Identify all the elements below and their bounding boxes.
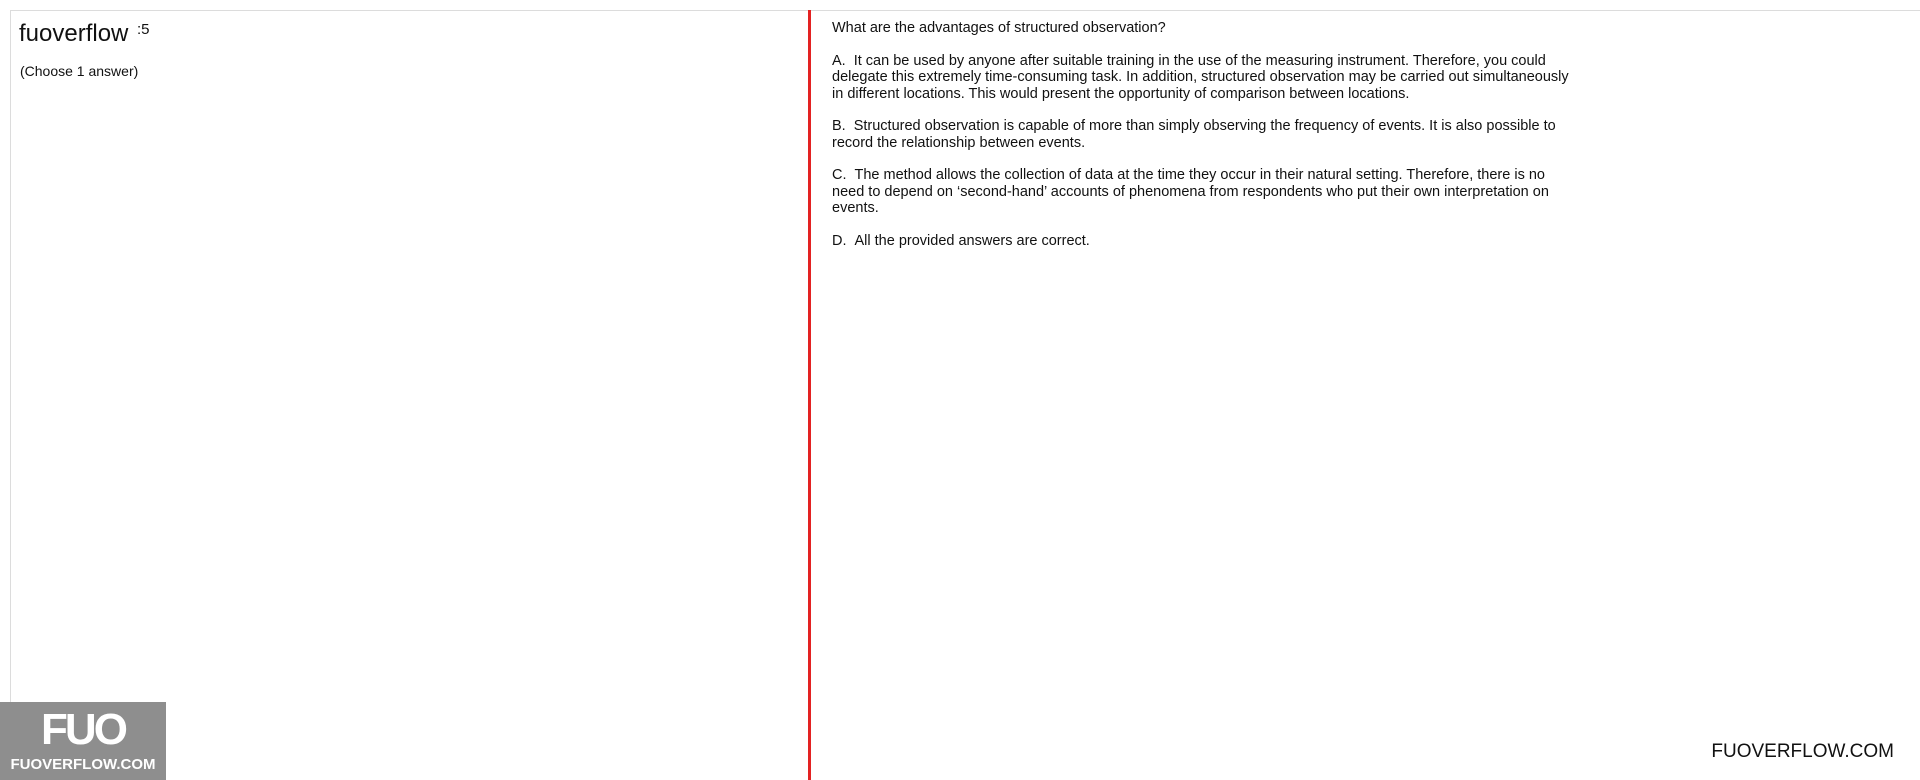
site-label: FUOVERFLOW.COM (1711, 741, 1894, 762)
question-pane (832, 20, 1572, 265)
option-text: The method allows the collection of data at the time they occur in their natural setting. Therefore, there is no need to depend on ‘second-hand’ accounts of phenomena from respondents who put their own interpretation on events. (832, 167, 1549, 216)
option-text: Structured observation is capable of more than simply observing the frequency of events. It is also possible to record the relationship between events. (832, 118, 1556, 151)
option-b[interactable] (832, 118, 1572, 151)
option-text: All the provided answers are correct. (854, 232, 1090, 249)
option-c[interactable] (832, 167, 1572, 217)
question-text: What are the advantages of structured observation? (832, 20, 1166, 36)
pane-divider[interactable] (808, 10, 811, 780)
option-letter: C. (832, 167, 847, 183)
left-pane (11, 11, 808, 780)
option-d[interactable] (832, 233, 1572, 250)
option-a[interactable] (832, 53, 1572, 103)
logo-text: FUOVERFLOW.COM (10, 756, 156, 773)
question-number: :5 (137, 21, 150, 38)
option-text: It can be used by anyone after suitable training in the use of the measuring instrument. Therefore, you could delegate this extremely time-consuming task. In addition, structured observation may be carried out simultaneously in different locations. This would present the opportunity of comparison between locations. (832, 52, 1569, 102)
logo-mark: FUO (41, 705, 125, 754)
option-letter: A. (832, 52, 846, 69)
watermark-label: fuoverflow (17, 16, 134, 52)
answer-instruction: (Choose 1 answer) (20, 63, 139, 79)
fuoverflow-logo (0, 702, 166, 780)
option-letter: D. (832, 232, 847, 249)
option-letter: B. (832, 118, 846, 134)
